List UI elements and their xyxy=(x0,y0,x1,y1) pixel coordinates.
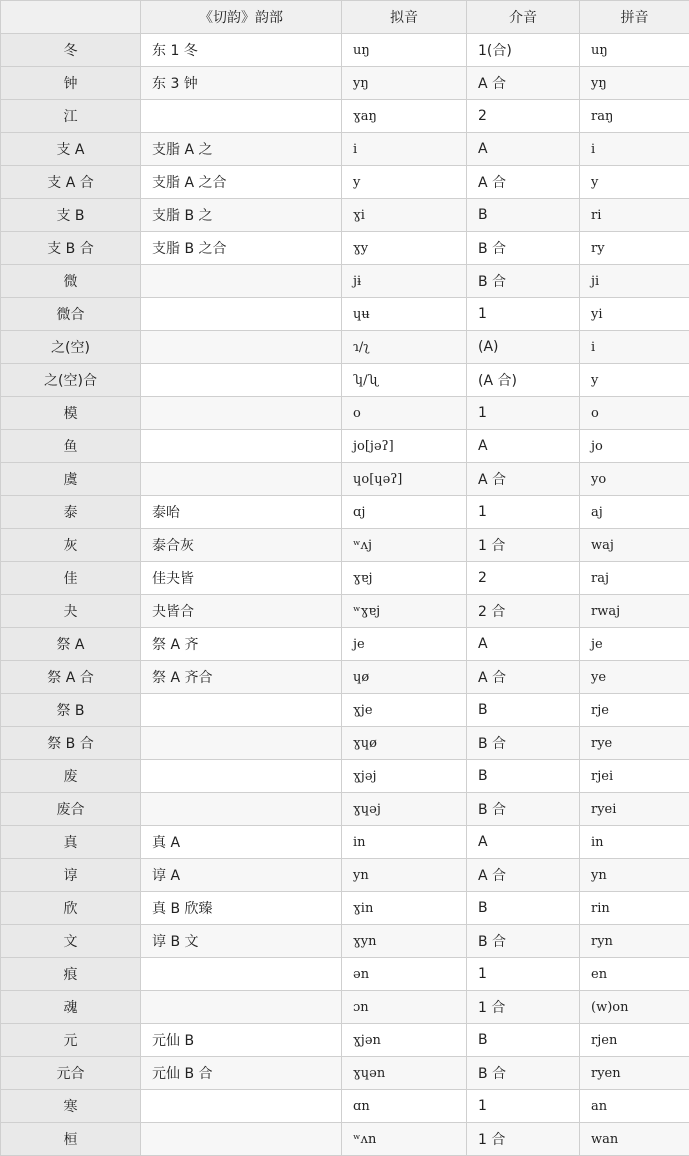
cell-qieyun-rhyme: 祭 A 齐 xyxy=(141,628,342,661)
cell-pinyin: i xyxy=(580,331,689,364)
cell-medial: (A 合) xyxy=(467,364,580,397)
header-medial: 介音 xyxy=(467,1,580,34)
cell-medial: B xyxy=(467,1024,580,1057)
cell-reconstruction: ɥʉ xyxy=(342,298,467,331)
cell-qieyun-rhyme xyxy=(141,100,342,133)
table-row xyxy=(1,859,689,892)
table-row xyxy=(1,1090,689,1123)
cell-qieyun-rhyme xyxy=(141,793,342,826)
cell-medial: B xyxy=(467,199,580,232)
row-header-rhyme: 冬 xyxy=(1,34,141,67)
table-row xyxy=(1,661,689,694)
cell-reconstruction: ɣyn xyxy=(342,925,467,958)
table-row xyxy=(1,34,689,67)
cell-pinyin: raŋ xyxy=(580,100,689,133)
row-header-rhyme: 支 B xyxy=(1,199,141,232)
cell-medial: 1 xyxy=(467,958,580,991)
cell-medial: A 合 xyxy=(467,463,580,496)
header-pinyin: 拼音 xyxy=(580,1,689,34)
cell-medial: B 合 xyxy=(467,727,580,760)
cell-qieyun-rhyme: 东 3 钟 xyxy=(141,67,342,100)
cell-medial: B 合 xyxy=(467,232,580,265)
cell-pinyin: an xyxy=(580,1090,689,1123)
cell-qieyun-rhyme xyxy=(141,991,342,1024)
cell-pinyin: yo xyxy=(580,463,689,496)
cell-medial: B 合 xyxy=(467,793,580,826)
cell-pinyin: rjei xyxy=(580,760,689,793)
table-row xyxy=(1,463,689,496)
cell-qieyun-rhyme: 泰咍 xyxy=(141,496,342,529)
row-header-rhyme: 祭 B 合 xyxy=(1,727,141,760)
cell-pinyin: rin xyxy=(580,892,689,925)
cell-medial: A xyxy=(467,628,580,661)
cell-reconstruction: o xyxy=(342,397,467,430)
table-row xyxy=(1,595,689,628)
cell-medial: 2 合 xyxy=(467,595,580,628)
cell-medial: A xyxy=(467,430,580,463)
cell-reconstruction: ɣje xyxy=(342,694,467,727)
cell-reconstruction: ɣjəj xyxy=(342,760,467,793)
cell-qieyun-rhyme: 泰合灰 xyxy=(141,529,342,562)
cell-reconstruction: ɣɥən xyxy=(342,1057,467,1090)
cell-pinyin: rwaj xyxy=(580,595,689,628)
cell-medial: A 合 xyxy=(467,67,580,100)
row-header-rhyme: 支 A xyxy=(1,133,141,166)
cell-reconstruction: uŋ xyxy=(342,34,467,67)
cell-pinyin: uŋ xyxy=(580,34,689,67)
row-header-rhyme: 微 xyxy=(1,265,141,298)
table-row xyxy=(1,1057,689,1090)
row-header-rhyme: 文 xyxy=(1,925,141,958)
cell-pinyin: ryei xyxy=(580,793,689,826)
table-row xyxy=(1,694,689,727)
table-row xyxy=(1,67,689,100)
table-row xyxy=(1,298,689,331)
row-header-rhyme: 祭 B xyxy=(1,694,141,727)
cell-pinyin: yi xyxy=(580,298,689,331)
cell-qieyun-rhyme xyxy=(141,694,342,727)
cell-medial: A 合 xyxy=(467,661,580,694)
cell-pinyin: rjen xyxy=(580,1024,689,1057)
table-row xyxy=(1,1024,689,1057)
cell-reconstruction: ʷʌj xyxy=(342,529,467,562)
cell-qieyun-rhyme: 真 A xyxy=(141,826,342,859)
cell-medial: B xyxy=(467,892,580,925)
table-row xyxy=(1,991,689,1024)
cell-reconstruction: ɣɥø xyxy=(342,727,467,760)
cell-pinyin: je xyxy=(580,628,689,661)
table-row xyxy=(1,529,689,562)
table-row xyxy=(1,760,689,793)
cell-medial: 1 xyxy=(467,496,580,529)
table-row xyxy=(1,1123,689,1156)
cell-pinyin: yŋ xyxy=(580,67,689,100)
cell-qieyun-rhyme xyxy=(141,364,342,397)
cell-medial: B xyxy=(467,760,580,793)
cell-medial: 1 xyxy=(467,1090,580,1123)
row-header-rhyme: 灰 xyxy=(1,529,141,562)
cell-qieyun-rhyme: 支脂 B 之合 xyxy=(141,232,342,265)
cell-medial: A 合 xyxy=(467,859,580,892)
cell-medial: 2 xyxy=(467,100,580,133)
cell-qieyun-rhyme xyxy=(141,331,342,364)
cell-medial: A xyxy=(467,826,580,859)
cell-pinyin: jo xyxy=(580,430,689,463)
table-row xyxy=(1,133,689,166)
cell-pinyin: y xyxy=(580,364,689,397)
cell-pinyin: rye xyxy=(580,727,689,760)
row-header-rhyme: 真 xyxy=(1,826,141,859)
row-header-rhyme: 之(空)合 xyxy=(1,364,141,397)
cell-reconstruction: ʷʌn xyxy=(342,1123,467,1156)
row-header-rhyme: 虞 xyxy=(1,463,141,496)
cell-medial: 1(合) xyxy=(467,34,580,67)
cell-reconstruction: ʮ/ʯ xyxy=(342,364,467,397)
cell-pinyin: i xyxy=(580,133,689,166)
header-qieyun-rhyme: 《切韵》韵部 xyxy=(141,1,342,34)
cell-qieyun-rhyme xyxy=(141,727,342,760)
cell-pinyin: ry xyxy=(580,232,689,265)
cell-medial: B 合 xyxy=(467,1057,580,1090)
cell-medial: B 合 xyxy=(467,265,580,298)
table-row xyxy=(1,331,689,364)
table-row xyxy=(1,199,689,232)
cell-medial: 2 xyxy=(467,562,580,595)
row-header-rhyme: 谆 xyxy=(1,859,141,892)
header-corner xyxy=(1,1,141,34)
cell-qieyun-rhyme xyxy=(141,298,342,331)
cell-reconstruction: ɣaŋ xyxy=(342,100,467,133)
cell-pinyin: (w)on xyxy=(580,991,689,1024)
cell-pinyin: ye xyxy=(580,661,689,694)
cell-reconstruction: ɣɐj xyxy=(342,562,467,595)
cell-pinyin: o xyxy=(580,397,689,430)
cell-qieyun-rhyme xyxy=(141,1123,342,1156)
header-reconstruction: 拟音 xyxy=(342,1,467,34)
row-header-rhyme: 泰 xyxy=(1,496,141,529)
cell-medial: 1 xyxy=(467,298,580,331)
table-row xyxy=(1,892,689,925)
table-row xyxy=(1,232,689,265)
cell-reconstruction: je xyxy=(342,628,467,661)
cell-medial: 1 合 xyxy=(467,529,580,562)
cell-qieyun-rhyme: 支脂 B 之 xyxy=(141,199,342,232)
cell-reconstruction: ɣi xyxy=(342,199,467,232)
cell-qieyun-rhyme xyxy=(141,760,342,793)
table-row xyxy=(1,925,689,958)
table-row xyxy=(1,826,689,859)
cell-medial: A 合 xyxy=(467,166,580,199)
cell-reconstruction: yn xyxy=(342,859,467,892)
cell-medial: 1 合 xyxy=(467,991,580,1024)
cell-qieyun-rhyme xyxy=(141,430,342,463)
cell-pinyin: aj xyxy=(580,496,689,529)
table-row xyxy=(1,364,689,397)
cell-qieyun-rhyme: 支脂 A 之 xyxy=(141,133,342,166)
cell-pinyin: y xyxy=(580,166,689,199)
cell-reconstruction: ɣɥəj xyxy=(342,793,467,826)
table-row xyxy=(1,793,689,826)
row-header-rhyme: 元 xyxy=(1,1024,141,1057)
cell-pinyin: yn xyxy=(580,859,689,892)
cell-reconstruction: ɑn xyxy=(342,1090,467,1123)
row-header-rhyme: 佳 xyxy=(1,562,141,595)
cell-reconstruction: in xyxy=(342,826,467,859)
cell-medial: (A) xyxy=(467,331,580,364)
row-header-rhyme: 钟 xyxy=(1,67,141,100)
cell-qieyun-rhyme xyxy=(141,463,342,496)
table-row xyxy=(1,496,689,529)
row-header-rhyme: 支 A 合 xyxy=(1,166,141,199)
table-row xyxy=(1,430,689,463)
cell-medial: 1 xyxy=(467,397,580,430)
cell-pinyin: ji xyxy=(580,265,689,298)
cell-reconstruction: ɣy xyxy=(342,232,467,265)
cell-qieyun-rhyme: 真 B 欣臻 xyxy=(141,892,342,925)
cell-pinyin: rje xyxy=(580,694,689,727)
row-header-rhyme: 祭 A 合 xyxy=(1,661,141,694)
cell-pinyin: waj xyxy=(580,529,689,562)
cell-qieyun-rhyme: 支脂 A 之合 xyxy=(141,166,342,199)
cell-reconstruction: ʷɣɐj xyxy=(342,595,467,628)
table-row xyxy=(1,166,689,199)
row-header-rhyme: 鱼 xyxy=(1,430,141,463)
row-header-rhyme: 微合 xyxy=(1,298,141,331)
cell-qieyun-rhyme xyxy=(141,397,342,430)
cell-reconstruction: yŋ xyxy=(342,67,467,100)
cell-qieyun-rhyme: 佳夬皆 xyxy=(141,562,342,595)
cell-reconstruction: ən xyxy=(342,958,467,991)
cell-pinyin: ryn xyxy=(580,925,689,958)
row-header-rhyme: 元合 xyxy=(1,1057,141,1090)
cell-reconstruction: ɥø xyxy=(342,661,467,694)
cell-medial: B 合 xyxy=(467,925,580,958)
row-header-rhyme: 废合 xyxy=(1,793,141,826)
cell-reconstruction: y xyxy=(342,166,467,199)
cell-pinyin: raj xyxy=(580,562,689,595)
cell-qieyun-rhyme: 元仙 B xyxy=(141,1024,342,1057)
row-header-rhyme: 支 B 合 xyxy=(1,232,141,265)
cell-qieyun-rhyme: 谆 B 文 xyxy=(141,925,342,958)
row-header-rhyme: 寒 xyxy=(1,1090,141,1123)
table-row xyxy=(1,958,689,991)
cell-qieyun-rhyme xyxy=(141,1090,342,1123)
row-header-rhyme: 模 xyxy=(1,397,141,430)
row-header-rhyme: 祭 A xyxy=(1,628,141,661)
cell-qieyun-rhyme: 东 1 冬 xyxy=(141,34,342,67)
cell-reconstruction: ɔn xyxy=(342,991,467,1024)
cell-reconstruction: ɣin xyxy=(342,892,467,925)
cell-reconstruction: jɨ xyxy=(342,265,467,298)
row-header-rhyme: 痕 xyxy=(1,958,141,991)
row-header-rhyme: 魂 xyxy=(1,991,141,1024)
cell-qieyun-rhyme: 祭 A 齐合 xyxy=(141,661,342,694)
cell-pinyin: en xyxy=(580,958,689,991)
cell-pinyin: ri xyxy=(580,199,689,232)
cell-reconstruction: jo[jəʔ] xyxy=(342,430,467,463)
table-row xyxy=(1,727,689,760)
cell-medial: A xyxy=(467,133,580,166)
cell-medial: 1 合 xyxy=(467,1123,580,1156)
row-header-rhyme: 桓 xyxy=(1,1123,141,1156)
cell-reconstruction: ɣjən xyxy=(342,1024,467,1057)
cell-pinyin: ryen xyxy=(580,1057,689,1090)
row-header-rhyme: 废 xyxy=(1,760,141,793)
row-header-rhyme: 之(空) xyxy=(1,331,141,364)
table-row xyxy=(1,562,689,595)
table-row xyxy=(1,265,689,298)
cell-qieyun-rhyme xyxy=(141,958,342,991)
cell-qieyun-rhyme: 谆 A xyxy=(141,859,342,892)
cell-reconstruction: ɑj xyxy=(342,496,467,529)
cell-reconstruction: ɿ/ʅ xyxy=(342,331,467,364)
cell-reconstruction: ɥo[ɥəʔ] xyxy=(342,463,467,496)
table-row xyxy=(1,628,689,661)
cell-qieyun-rhyme xyxy=(141,265,342,298)
row-header-rhyme: 江 xyxy=(1,100,141,133)
cell-pinyin: in xyxy=(580,826,689,859)
cell-medial: B xyxy=(467,694,580,727)
table-row xyxy=(1,397,689,430)
row-header-rhyme: 夬 xyxy=(1,595,141,628)
cell-reconstruction: i xyxy=(342,133,467,166)
cell-qieyun-rhyme: 元仙 B 合 xyxy=(141,1057,342,1090)
table-row xyxy=(1,100,689,133)
cell-qieyun-rhyme: 夬皆合 xyxy=(141,595,342,628)
cell-pinyin: wan xyxy=(580,1123,689,1156)
header-row xyxy=(1,1,689,34)
row-header-rhyme: 欣 xyxy=(1,892,141,925)
